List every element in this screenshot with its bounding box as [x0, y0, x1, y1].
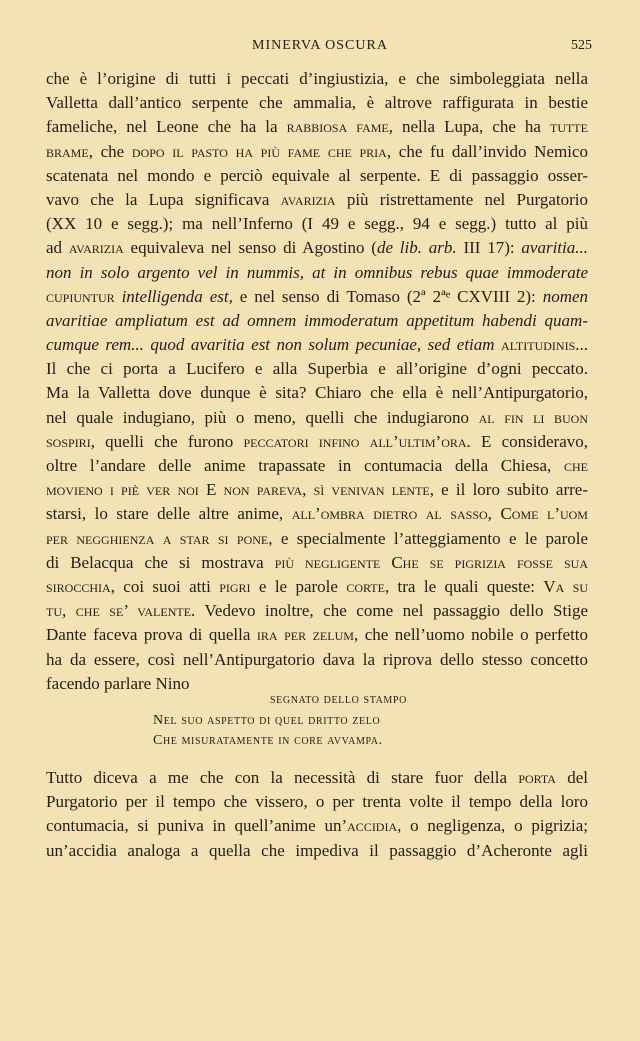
text-line: Valletta dall’antico serpente che ammalia, è altrove raffigurata in bestie — [46, 93, 588, 113]
text-line: contumacia, si puniva in quell’anime un’accidia, o negligenza, o pigrizia; — [46, 816, 588, 836]
text-line: facendo parlare Nino — [46, 673, 190, 693]
text-line: per negghienza a star si pone, e specialmente l’atteggiamento e le parole — [46, 528, 588, 548]
text-line: non in solo argento vel in nummis, at in omnibus rebus quae immoderate — [46, 262, 588, 282]
text-line: ad avarizia equivaleva nel senso di Agostino (de lib. arb. III 17): avaritia... — [46, 238, 588, 258]
text-line: cumque rem... quod avaritia est non solum pecuniae, sed etiam altitudinis... — [46, 335, 588, 355]
text-line: scatenata nel mondo e perciò equivale al serpente. E di passaggio osser- — [46, 165, 588, 185]
text-line: Purgatorio per il tempo che vissero, o per trenta volte il tempo della loro — [46, 792, 588, 812]
running-title: MINERVA OSCURA — [252, 38, 388, 53]
text-line: cupiuntur intelligenda est, e nel senso di Tomaso (2ª 2ªᵉ CXVIII 2): nomen — [46, 286, 588, 306]
text-line: di Belacqua che si mostrava più negligente Che se pigrizia fosse sua — [46, 552, 588, 572]
text-line: oltre l’andare delle anime trapassate in contumacia della Chiesa, che — [46, 456, 588, 475]
text-line: tu, che se’ valente. Vedevo inoltre, che come nel passaggio dello Stige — [46, 601, 588, 621]
text-line: Dante faceva prova di quella ira per zelum, che nell’uomo nobile o perfetto — [46, 625, 588, 645]
text-line: ha da essere, così nell’Antipurgatorio dava la riprova dello stesso concetto — [46, 649, 588, 669]
paragraph-2 — [46, 766, 588, 863]
text-line: brame, che dopo il pasto ha più fame che pria, che fu dall’invido Nemico — [46, 141, 588, 161]
text-line: Tutto diceva a me che con la necessità di stare fuor della porta del — [46, 768, 588, 787]
text-line: vavo che la Lupa significava avarizia più ristrettamente nel Purgatorio — [46, 189, 588, 209]
text-line: starsi, lo stare delle altre anime, all’ombra dietro al sasso, Come l’uom — [46, 504, 588, 524]
text-line: movieno i piè ver noi E non pareva, sì venivan lente, e il loro subito arre- — [46, 480, 588, 500]
text-line: fameliche, nel Leone che ha la rabbiosa fame, nella Lupa, che ha tutte — [46, 117, 588, 137]
text-line: un’accidia analoga a quella che impediva il passaggio d’Acheronte agli — [46, 840, 588, 860]
text-line: sospiri, quelli che furono peccatori infino all’ultim’ora. E consideravo, — [46, 431, 588, 451]
text-line: Il che ci porta a Lucifero e alla Superbia e all’origine d’ogni peccato. — [46, 359, 588, 379]
verse-quotation — [0, 690, 640, 752]
page-number: 525 — [571, 38, 592, 53]
text-line: che è l’origine di tutti i peccati d’ingiustizia, e che simboleggiata nella — [46, 69, 588, 88]
paragraph-1 — [46, 67, 588, 696]
verse-line: segnato dello stampo — [270, 692, 407, 707]
running-header — [0, 38, 640, 58]
text-line: (XX 10 e segg.); ma nell’Inferno (I 49 e segg., 94 e segg.) tutto al più — [46, 214, 588, 234]
verse-line: Nel suo aspetto di quel dritto zelo — [153, 712, 381, 728]
text-line: avaritiae ampliatum est ad omnem immoderatum appetitum habendi quam- — [46, 310, 588, 330]
text-line: nel quale indugiano, più o meno, quelli che indugiarono al fin li buon — [46, 407, 588, 427]
text-line: sirocchia, coi suoi atti pigri e le parole corte, tra le quali queste: Va su — [46, 576, 588, 596]
text-line: Ma la Valletta dove dunque è sita? Chiaro che ella è nell’Antipurgatorio, — [46, 383, 588, 403]
verse-line: Che misuratamente in core avvampa. — [153, 733, 383, 749]
